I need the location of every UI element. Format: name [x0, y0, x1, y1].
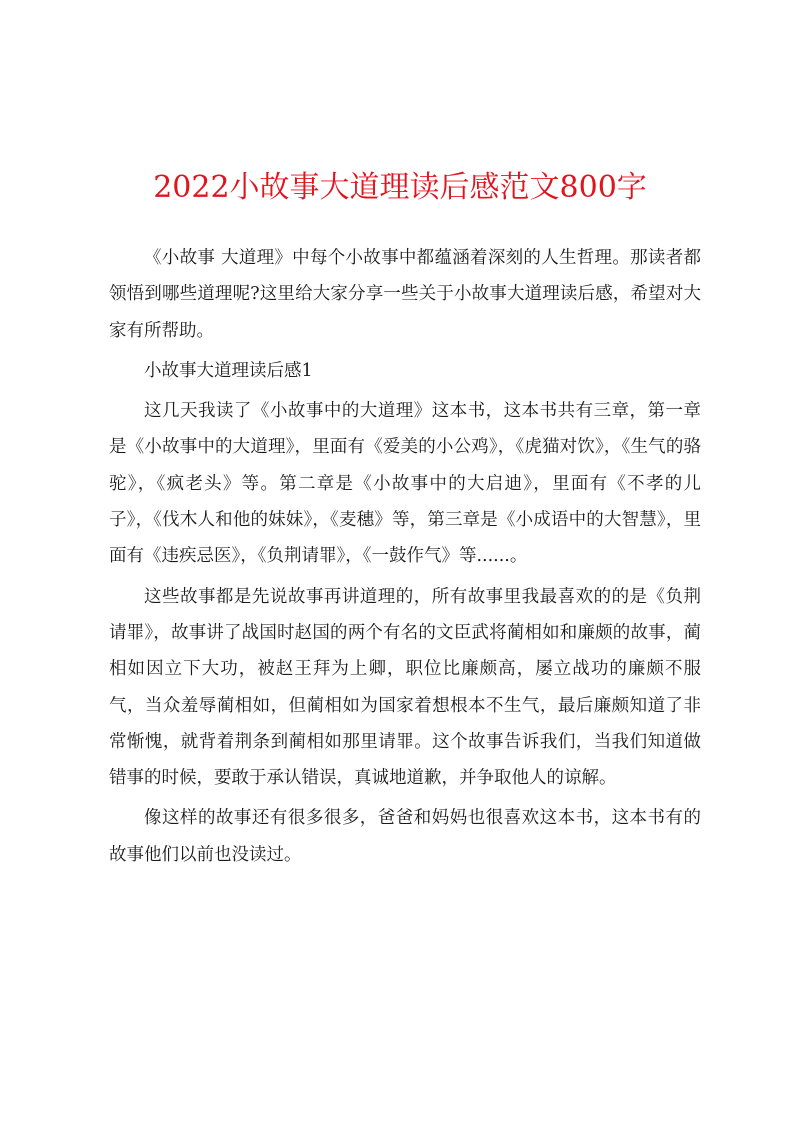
body-paragraph: 这些故事都是先说故事再讲道理的，所有故事里我最喜欢的的是《负荆请罪》，故事讲了战国时赵国的两个有名的文臣武将蔺相如和廉颇的故事，蔺相如因立下大功，被赵王拜为上卿，职位比廉颇高，屡立战功的廉颇不服气，当众羞辱蔺相如，但蔺相如为国家着想根本不生气，最后廉颇知道了非常惭愧，就背着荆条到蔺相如那里请罪。这个故事告诉我们，当我们知道做错事的时候，要敢于承认错误，真诚地道歉，并争取他人的谅解。: [109, 586, 701, 789]
document-body: [109, 240, 701, 874]
intro-paragraph: 《小故事 大道理》中每个小故事中都蕴涵着深刻的人生哲理。那读者都领悟到哪些道理呢?这里给大家分享一些关于小故事大道理读后感，希望对大家有所帮助。: [109, 248, 701, 341]
body-paragraph: 像这样的故事还有很多很多，爸爸和妈妈也很喜欢这本书，这本书有的故事他们以前也没读过。: [109, 808, 701, 865]
document-title: 2022小故事大道理读后感范文800字: [153, 170, 647, 205]
body-paragraph: 这几天我读了《小故事中的大道理》这本书，这本书共有三章，第一章是《小故事中的大道理》，里面有《爱美的小公鸡》，《虎猫对饮》，《生气的骆驼》，《疯老头》等。第二章是《小故事中的大启迪》，里面有《不孝的儿子》，《伐木人和他的妹妹》，《麦穗》等，第三章是《小成语中的大智慧》，里面有《违疾忌医》，《负荆请罪》，《一鼓作气》等......。: [109, 401, 701, 567]
section-heading: 小故事大道理读后感1: [144, 360, 313, 381]
